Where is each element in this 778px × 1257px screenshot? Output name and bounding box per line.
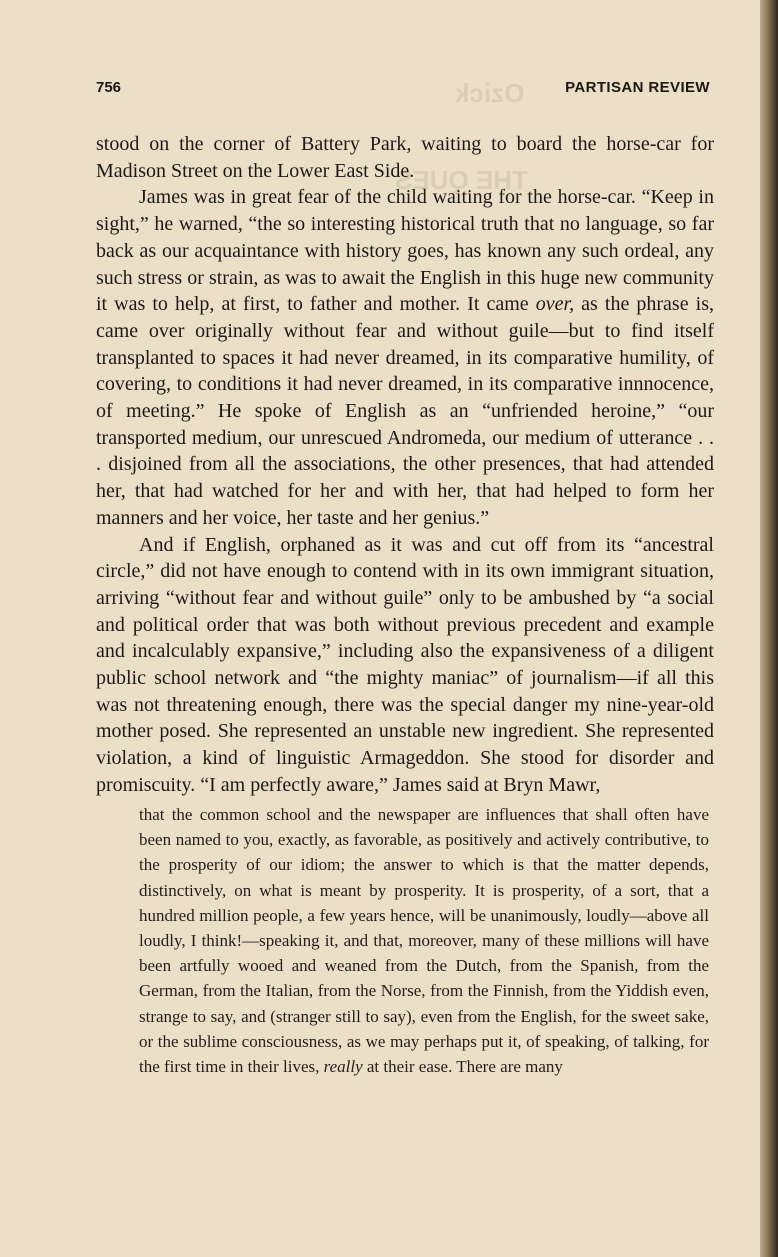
italic-word: really	[323, 1057, 363, 1077]
page-number: 756	[96, 79, 122, 96]
paragraph-text: as the phrase is, came over originally without fear and without guile—but to find itself transplanted to spaces it had never dreamed, in its comparative humility, of covering, to conditions it had never dreamed, in its comparative innnocence, of meeting.” He spoke of English as an “unfriended heroine,” “our transported medium, our unrescued Andromeda, our medium of utterance . . . disjoined from all the associations, the other presences, that had attended her, that had watched for her and with her, that had helped to form her manners and her voice, her taste and her genius.”	[96, 293, 714, 529]
paragraph: stood on the corner of Battery Park, waiting to board the horse-car for Madison Street on the Lower East Side.	[96, 133, 714, 182]
quote-text: that the common school and the newspaper are influences that shall often have been named to you, exactly, as favorable, as positively and actively contributive, to the prosperity of our idiom; the answer to which is that the matter depends, distinctively, on what is meant by prosperity. It is prosperity, of a sort, that a hundred million people, a few years hence, will be unanimously, loudly—above all loudly, I think!—speaking it, and that, moreover, many of these millions will have been artfully wooed and weaned from the Dutch, from the Spanish, from the German, from the Italian, from the Norse, from the Finnish, from the Yiddish even, strange to say, and (stranger still to say), even from the English, for the sweet sake, or the sublime consciousness, as we may perhaps put it, of speaking, of talking, for the first time in their lives,	[139, 805, 709, 1077]
body-text	[96, 131, 714, 799]
paragraph-text: James was in great fear of the child waiting for the horse-car. “Keep in sight,” he warned, “the so interesting historical truth that no language, so far back as our acquaintance with history goes, has known any such ordeal, any such stress or strain, as was to await the English in this huge new community it was to help, at first, to father and mother. It came	[96, 186, 714, 316]
page-header	[96, 79, 710, 101]
paragraph	[96, 184, 714, 531]
show-through-text: Ozick	[455, 78, 525, 108]
paragraph: And if English, orphaned as it was and cut off from its “ancestral circle,” did not have enough to contend with in its own immigrant situation, arriving “without fear and without guile” only to be ambushed by “a social and political order that was both without previous precedent and example and incalculably expansive,” including also the expansiveness of a diligent public school network and “the mighty maniac” of journalism—if all this was not threatening enough, there was the special danger my nine-year-old mother posed. She represented an unstable new ingredient. She represented violation, a kind of linguistic Armageddon. She stood for disorder and promiscuity. “I am perfectly aware,” James said at Bryn Mawr,	[96, 533, 714, 796]
quote-text: at their ease. There are many	[362, 1057, 563, 1077]
block-quote	[139, 802, 709, 1079]
book-spine-shadow	[760, 0, 778, 1257]
running-head: PARTISAN REVIEW	[565, 79, 710, 96]
italic-word: over,	[535, 293, 575, 316]
show-through-text: THE QUES	[395, 165, 528, 195]
